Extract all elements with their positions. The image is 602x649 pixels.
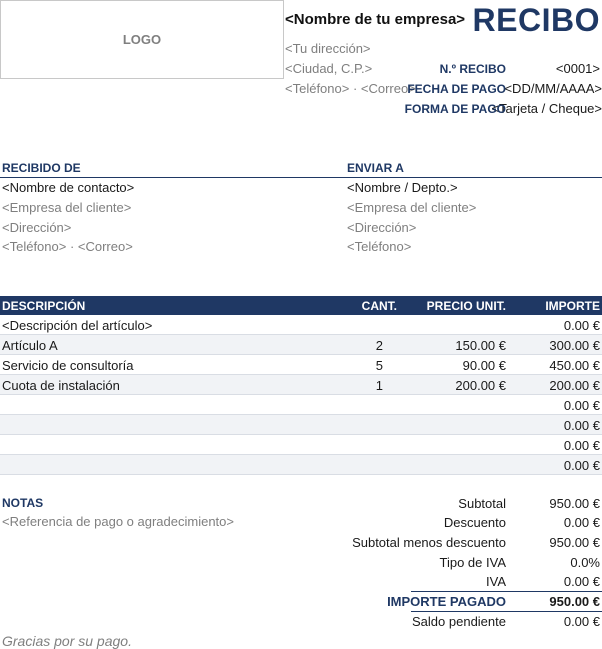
amount-paid-label: IMPORTE PAGADO [387,594,506,609]
item-amount: 450.00 € [549,358,600,373]
item-unit-price: 200.00 € [455,378,506,393]
item-amount: 300.00 € [549,338,600,353]
payment-date-value: <DD/MM/AAAA> [504,81,602,96]
item-description: <Descripción del artículo> [2,318,153,333]
payment-method-label: FORMA DE PAGO [404,102,506,116]
item-amount: 0.00 € [563,438,600,453]
company-city: <Ciudad, C.P.> [285,61,373,76]
document-title: RECIBO [472,2,600,38]
received-from-phone-email: <Teléfono> · <Correo> [2,239,133,254]
item-description: Servicio de consultoría [2,358,134,373]
payment-date-label: FECHA DE PAGO [407,82,506,96]
balance-due-value: 0.00 € [563,614,600,629]
subtotal-value: 950.00 € [549,496,600,511]
subtotal-less-discount-label: Subtotal menos descuento [352,535,506,550]
company-name: <Nombre de tu empresa> [285,11,466,28]
company-address: <Tu dirección> [285,41,371,56]
received-from-company: <Empresa del cliente> [2,200,132,215]
tax-rate-label: Tipo de IVA [439,555,506,570]
amount-paid-top-rule [411,591,602,592]
section-divider [0,177,602,178]
column-header-unit-price: PRECIO UNIT. [426,299,506,313]
item-quantity: 5 [375,358,383,373]
item-amount: 0.00 € [563,398,600,413]
table-row [0,335,602,355]
table-row [0,435,602,455]
table-row [0,375,602,395]
discount-value: 0.00 € [563,515,600,530]
ship-to-phone: <Teléfono> [347,239,412,254]
table-row [0,415,602,435]
receipt-number-value: <0001> [555,61,600,76]
item-amount: 0.00 € [563,318,600,333]
payment-method-value: <Tarjeta / Cheque> [491,101,602,116]
item-quantity: 1 [375,378,383,393]
notes-heading: NOTAS [2,496,44,510]
thank-you-note: Gracias por su pago. [2,633,132,649]
column-header-quantity: CANT. [361,299,397,313]
item-amount: 0.00 € [563,458,600,473]
notes-text: <Referencia de pago o agradecimiento> [2,514,234,529]
table-row [0,355,602,375]
received-from-contact-name: <Nombre de contacto> [2,180,135,195]
receipt-number-label: N.º RECIBO [439,62,506,76]
amount-paid-bottom-rule [411,611,602,612]
ship-to-name: <Nombre / Depto.> [347,180,458,195]
table-row [0,455,602,475]
item-unit-price: 150.00 € [455,338,506,353]
amount-paid-value: 950.00 € [549,594,600,609]
item-unit-price: 90.00 € [462,358,506,373]
column-header-description: DESCRIPCIÓN [2,299,86,313]
subtotal-label: Subtotal [458,496,506,511]
item-amount: 200.00 € [549,378,600,393]
item-description: Artículo A [2,338,58,353]
tax-value: 0.00 € [563,574,600,589]
item-quantity: 2 [375,338,383,353]
tax-label: IVA [486,574,506,589]
ship-to-address: <Dirección> [347,220,417,235]
column-header-amount: IMPORTE [545,299,600,313]
received-from-address: <Dirección> [2,220,72,235]
items-table-header [0,296,602,315]
logo-placeholder: LOGO [0,0,284,79]
company-contact: <Teléfono> · <Correo> [285,81,416,96]
ship-to-heading: ENVIAR A [347,161,404,175]
balance-due-label: Saldo pendiente [412,614,506,629]
subtotal-less-discount-value: 950.00 € [549,535,600,550]
ship-to-company: <Empresa del cliente> [347,200,477,215]
table-row [0,315,602,335]
item-amount: 0.00 € [563,418,600,433]
tax-rate-value: 0.0% [570,555,600,570]
discount-label: Descuento [443,515,506,530]
table-row [0,395,602,415]
received-from-heading: RECIBIDO DE [2,161,81,175]
item-description: Cuota de instalación [2,378,120,393]
